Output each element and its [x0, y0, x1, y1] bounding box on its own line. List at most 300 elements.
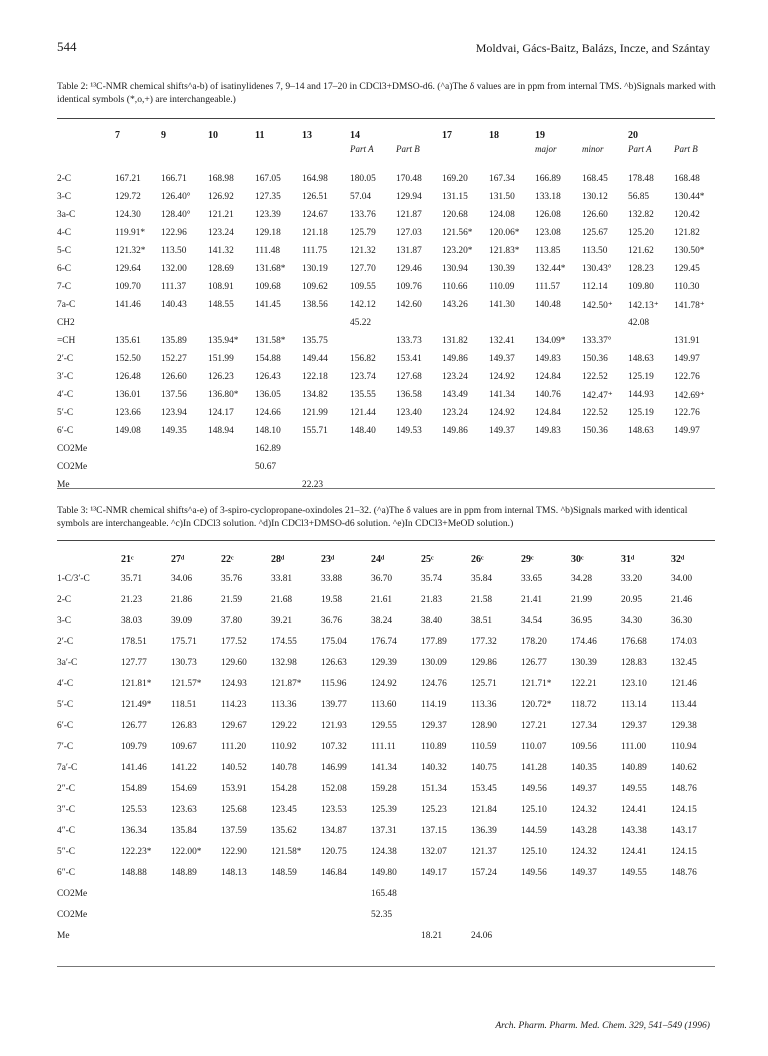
shift-value: 34.06 [171, 573, 193, 584]
shift-value: 154.69 [171, 783, 197, 794]
shift-value: 140.35 [571, 762, 597, 773]
shift-value: 123.24 [442, 408, 468, 418]
shift-value [668, 440, 715, 458]
table-row [57, 799, 715, 820]
shift-value: 149.80 [371, 867, 397, 878]
shift-value [565, 883, 615, 904]
shift-value: 110.09 [489, 282, 515, 292]
row-label: 2′-C [57, 636, 74, 647]
shift-value: 118.72 [571, 699, 597, 710]
shift-value: 146.84 [321, 867, 347, 878]
column-header: 13 [302, 129, 312, 141]
shift-value: 35.84 [471, 573, 493, 584]
shift-value: 122.90 [221, 846, 247, 857]
shift-value: 129.38 [671, 720, 697, 731]
shift-value: 21.46 [671, 594, 693, 605]
shift-value: 123.45 [271, 804, 297, 815]
table-row [57, 458, 715, 476]
shift-value [344, 458, 390, 476]
shift-value: 131.91 [674, 336, 700, 346]
shift-value: 34.28 [571, 573, 593, 584]
shift-value: 133.37° [582, 336, 612, 346]
column-header: 11 [255, 129, 265, 141]
row-label: 2′-C [57, 354, 74, 364]
shift-value [415, 883, 465, 904]
table2-bottom-rule [57, 488, 715, 489]
shift-value [483, 440, 529, 458]
shift-value: 135.61 [115, 336, 141, 346]
shift-value: 178.48 [628, 174, 654, 184]
shift-value: 111.48 [255, 246, 281, 256]
column-header: 24ᵈ [371, 553, 385, 565]
shift-value: 149.86 [442, 354, 468, 364]
shift-value: 135.89 [161, 336, 187, 346]
shift-value [215, 904, 265, 925]
shift-value [315, 883, 365, 904]
shift-value: 140.89 [621, 762, 647, 773]
shift-value [483, 458, 529, 476]
shift-value [665, 925, 715, 946]
shift-value: 122.21 [571, 678, 597, 689]
shift-value: 129.94 [396, 192, 422, 202]
shift-value: 169.20 [442, 174, 468, 184]
shift-value: 130.12 [582, 192, 608, 202]
shift-value: 154.88 [255, 354, 281, 364]
shift-value: 109.68 [255, 282, 281, 292]
shift-value [155, 314, 202, 332]
shift-value: 129.18 [255, 228, 281, 238]
shift-value: 124.32 [571, 846, 597, 857]
column-header: 26ᶜ [471, 553, 484, 565]
shift-value: 176.74 [371, 636, 397, 647]
shift-value: 129.64 [115, 264, 141, 274]
shift-value: 140.76 [535, 390, 561, 400]
shift-value: 140.78 [271, 762, 297, 773]
shift-value: 121.44 [350, 408, 376, 418]
shift-value: 132.07 [421, 846, 447, 857]
shift-value [109, 314, 155, 332]
shift-value: 148.76 [671, 867, 697, 878]
shift-value [390, 314, 436, 332]
shift-value: 18.21 [421, 930, 443, 941]
shift-value: 121.37 [471, 846, 497, 857]
row-label: CO2Me [57, 444, 88, 454]
shift-value: 125.39 [371, 804, 397, 815]
shift-value: 141.45 [255, 300, 281, 310]
shift-value: 113.44 [671, 699, 697, 710]
shift-value [622, 476, 668, 494]
shift-value: 134.87 [321, 825, 347, 836]
column-subheader: minor [582, 144, 604, 154]
row-label: 7a-C [57, 300, 76, 310]
shift-value: 141.30 [489, 300, 515, 310]
table-row [57, 206, 715, 224]
shift-value: 125.79 [350, 228, 376, 238]
shift-value: 52.35 [371, 909, 393, 920]
shift-value [515, 904, 565, 925]
shift-value: 144.93 [628, 390, 654, 400]
shift-value [622, 458, 668, 476]
table-row [57, 422, 715, 440]
row-label: 2-C [57, 594, 72, 605]
shift-value: 168.45 [582, 174, 608, 184]
table2 [57, 126, 715, 494]
shift-value: 124.41 [621, 804, 647, 815]
shift-value: 35.74 [421, 573, 443, 584]
shift-value: 115.96 [321, 678, 347, 689]
shift-value: 140.62 [671, 762, 697, 773]
shift-value: 111.75 [302, 246, 328, 256]
shift-value: 123.66 [115, 408, 141, 418]
shift-value: 125.53 [121, 804, 147, 815]
row-label: 3a′-C [57, 657, 78, 668]
shift-value: 143.17 [671, 825, 697, 836]
shift-value: 123.10 [621, 678, 647, 689]
shift-value: 129.22 [271, 720, 297, 731]
shift-value: 142.69⁺ [674, 390, 705, 401]
shift-value: 134.82 [302, 390, 328, 400]
shift-value [165, 904, 215, 925]
shift-value: 129.37 [621, 720, 647, 731]
column-header [668, 126, 715, 144]
shift-value: 121.87* [271, 678, 302, 689]
column-header: 18 [489, 129, 499, 141]
table-row [57, 386, 715, 404]
shift-value: 129.37 [421, 720, 447, 731]
shift-value: 149.35 [161, 426, 187, 436]
table-row [57, 314, 715, 332]
shift-value [615, 904, 665, 925]
shift-value: 149.55 [621, 867, 647, 878]
row-label: 4″-C [57, 825, 75, 836]
shift-value: 175.71 [171, 636, 197, 647]
shift-value: 21.41 [521, 594, 543, 605]
shift-value: 21.68 [271, 594, 293, 605]
shift-value: 121.83* [489, 246, 520, 256]
shift-value: 142.50⁺ [582, 300, 613, 311]
column-subheader [155, 144, 202, 170]
shift-value: 149.97 [674, 354, 700, 364]
shift-value: 121.32* [115, 246, 146, 256]
shift-value: 121.62 [628, 246, 654, 256]
row-label: 6′-C [57, 720, 74, 731]
shift-value: 120.06* [489, 228, 520, 238]
shift-value: 136.01 [115, 390, 141, 400]
shift-value: 149.56 [521, 783, 547, 794]
shift-value: 152.50 [115, 354, 141, 364]
shift-value: 42.08 [628, 318, 650, 328]
shift-value: 124.15 [671, 804, 697, 815]
shift-value [529, 440, 576, 458]
shift-value: 122.76 [674, 372, 700, 382]
shift-value: 122.18 [302, 372, 328, 382]
shift-value: 123.24 [208, 228, 234, 238]
row-label: 2″-C [57, 783, 75, 794]
row-label: 3a-C [57, 210, 76, 220]
shift-value: 124.93 [221, 678, 247, 689]
shift-value: 125.67 [582, 228, 608, 238]
shift-value: 151.99 [208, 354, 234, 364]
shift-value: 149.83 [535, 354, 561, 364]
shift-value [436, 458, 483, 476]
shift-value: 124.84 [535, 372, 561, 382]
shift-value [483, 314, 529, 332]
shift-value: 168.98 [208, 174, 234, 184]
shift-value: 177.89 [421, 636, 447, 647]
shift-value: 126.83 [171, 720, 197, 731]
shift-value: 177.52 [221, 636, 247, 647]
shift-value: 129.39 [371, 657, 397, 668]
shift-value: 127.77 [121, 657, 147, 668]
shift-value: 113.60 [371, 699, 397, 710]
shift-value: 108.91 [208, 282, 234, 292]
table-row [57, 841, 715, 862]
shift-value: 143.38 [621, 825, 647, 836]
shift-value [465, 883, 515, 904]
shift-value: 131.68* [255, 264, 286, 274]
shift-value: 39.09 [171, 615, 193, 626]
shift-value: 124.32 [571, 804, 597, 815]
shift-value [529, 314, 576, 332]
shift-value: 154.89 [121, 783, 147, 794]
shift-value: 35.76 [221, 573, 243, 584]
shift-value: 175.04 [321, 636, 347, 647]
row-label: 5-C [57, 246, 72, 256]
shift-value: 126.23 [208, 372, 234, 382]
shift-value: 164.98 [302, 174, 328, 184]
shift-value: 149.37 [571, 783, 597, 794]
column-header: 17 [442, 129, 452, 141]
shift-value: 124.41 [621, 846, 647, 857]
shift-value: 135.55 [350, 390, 376, 400]
running-head: Moldvai, Gács-Baitz, Balázs, Incze, and Szántay [475, 41, 710, 55]
shift-value [296, 440, 344, 458]
shift-value [202, 314, 249, 332]
shift-value: 113.50 [161, 246, 187, 256]
shift-value [296, 314, 344, 332]
table-row [57, 368, 715, 386]
shift-value: 109.79 [121, 741, 147, 752]
shift-value: 131.15 [442, 192, 468, 202]
shift-value: 136.39 [471, 825, 497, 836]
shift-value: 174.55 [271, 636, 297, 647]
table-row [57, 589, 715, 610]
shift-value: 142.47⁺ [582, 390, 613, 401]
shift-value: 110.30 [674, 282, 700, 292]
shift-value: 156.82 [350, 354, 376, 364]
shift-value: 137.56 [161, 390, 187, 400]
page-number: 544 [57, 39, 77, 54]
shift-value [668, 476, 715, 494]
row-label: 4′-C [57, 390, 74, 400]
shift-value [315, 904, 365, 925]
shift-value: 174.03 [671, 636, 697, 647]
shift-value: 135.75 [302, 336, 328, 346]
shift-value: 126.43 [255, 372, 281, 382]
shift-value: 126.63 [321, 657, 347, 668]
journal-footer: Arch. Pharm. Pharm. Med. Chem. 329, 541–549 (1996) [495, 1020, 710, 1031]
shift-value: 132.98 [271, 657, 297, 668]
shift-value: 131.58* [255, 336, 286, 346]
header-row [57, 550, 715, 568]
shift-value: 21.86 [171, 594, 193, 605]
shift-value: 124.92 [371, 678, 397, 689]
shift-value [565, 904, 615, 925]
shift-value: 21.83 [421, 594, 443, 605]
shift-value: 132.45 [671, 657, 697, 668]
shift-value: 121.71* [521, 678, 552, 689]
table3-bottom-rule [57, 966, 715, 967]
table-row [57, 610, 715, 631]
shift-value: 144.59 [521, 825, 547, 836]
shift-value: 149.56 [521, 867, 547, 878]
column-subheader [436, 144, 483, 170]
shift-value: 37.80 [221, 615, 243, 626]
shift-value: 122.52 [582, 408, 608, 418]
shift-value: 126.92 [208, 192, 234, 202]
shift-value: 141.32 [208, 246, 234, 256]
shift-value: 119.91* [115, 228, 146, 238]
shift-value: 124.76 [421, 678, 447, 689]
shift-value: 150.36 [582, 354, 608, 364]
column-header: 7 [115, 129, 120, 141]
shift-value: 38.40 [421, 615, 443, 626]
shift-value [576, 314, 622, 332]
shift-value: 21.61 [371, 594, 393, 605]
column-header: 10 [208, 129, 218, 141]
shift-value [615, 925, 665, 946]
shift-value: 148.59 [271, 867, 297, 878]
column-subheader [202, 144, 249, 170]
shift-value: 142.12 [350, 300, 376, 310]
shift-value: 141.46 [115, 300, 141, 310]
shift-value [165, 883, 215, 904]
table-row [57, 404, 715, 422]
shift-value: 123.53 [321, 804, 347, 815]
table-row [57, 778, 715, 799]
shift-value: 121.18 [302, 228, 328, 238]
shift-value [344, 440, 390, 458]
shift-value: 122.23* [121, 846, 152, 857]
shift-value: 136.34 [121, 825, 147, 836]
shift-value [365, 925, 415, 946]
table-row [57, 242, 715, 260]
shift-value [576, 440, 622, 458]
shift-value [109, 440, 155, 458]
shift-value: 165.48 [371, 888, 397, 899]
shift-value: 109.80 [628, 282, 654, 292]
shift-value: 148.63 [628, 426, 654, 436]
row-label: 5′-C [57, 408, 74, 418]
shift-value: 125.19 [628, 372, 654, 382]
shift-value: 125.19 [628, 408, 654, 418]
column-subheader [57, 144, 109, 170]
table-row [57, 694, 715, 715]
shift-value: 121.99 [302, 408, 328, 418]
shift-value: 33.65 [521, 573, 543, 584]
row-label: Me [57, 930, 70, 941]
shift-value: 131.50 [489, 192, 515, 202]
shift-value: 149.53 [396, 426, 422, 436]
shift-value: 140.43 [161, 300, 187, 310]
shift-value: 148.55 [208, 300, 234, 310]
shift-value: 124.15 [671, 846, 697, 857]
shift-value: 110.66 [442, 282, 468, 292]
row-label: CO2Me [57, 462, 88, 472]
shift-value: 109.56 [571, 741, 597, 752]
table-row [57, 883, 715, 904]
shift-value: 113.36 [471, 699, 497, 710]
shift-value: 142.60 [396, 300, 422, 310]
shift-value: 36.95 [571, 615, 593, 626]
shift-value: 35.71 [121, 573, 143, 584]
shift-value: 148.63 [628, 354, 654, 364]
table-row [57, 568, 715, 589]
shift-value: 39.21 [271, 615, 293, 626]
shift-value: 149.37 [489, 354, 515, 364]
shift-value: 154.28 [271, 783, 297, 794]
shift-value: 130.43° [582, 264, 612, 274]
shift-value: 38.03 [121, 615, 143, 626]
shift-value: 109.55 [350, 282, 376, 292]
shift-value: 133.76 [350, 210, 376, 220]
shift-value: 137.31 [371, 825, 397, 836]
shift-value [265, 904, 315, 925]
row-label: 6″-C [57, 867, 75, 878]
shift-value: 135.62 [271, 825, 297, 836]
shift-value: 126.40° [161, 192, 191, 202]
shift-value: 125.23 [421, 804, 447, 815]
shift-value: 141.34 [489, 390, 515, 400]
shift-value: 121.87 [396, 210, 422, 220]
shift-value [215, 883, 265, 904]
column-subheader: Part B [674, 144, 698, 154]
table3-caption: Table 3: ¹³C-NMR chemical shifts^a-e) of 3-spiro-cyclopropane-oxindoles 21–32. (^a)The δ values are in ppm from internal TMS. ^b)Signals marked with identical symbols are interchangeable. ^c)In CDCl3 solution. ^d)In CDCl3+DMSO-d6 solution. ^e)In CDCl3+MeOD solution.) [57, 505, 688, 529]
row-label: 7a′-C [57, 762, 78, 773]
shift-value [155, 476, 202, 494]
shift-value: 151.34 [421, 783, 447, 794]
table-row [57, 224, 715, 242]
column-header: 29ᶜ [521, 553, 534, 565]
shift-value [483, 476, 529, 494]
shift-value: 127.70 [350, 264, 376, 274]
shift-value: 148.89 [171, 867, 197, 878]
shift-value [344, 332, 390, 350]
table-row [57, 820, 715, 841]
row-label: 3-C [57, 615, 72, 626]
row-label: =CH [57, 336, 76, 346]
shift-value [344, 476, 390, 494]
column-subheader [249, 144, 296, 170]
shift-value: 140.52 [221, 762, 247, 773]
table-row [57, 476, 715, 494]
shift-value: 21.99 [571, 594, 593, 605]
shift-value: 133.18 [535, 192, 561, 202]
shift-value [465, 904, 515, 925]
shift-value: 121.46 [671, 678, 697, 689]
shift-value: 133.73 [396, 336, 422, 346]
column-header: 23ᵈ [321, 553, 335, 565]
shift-value: 126.77 [121, 720, 147, 731]
shift-value [202, 476, 249, 494]
shift-value [565, 925, 615, 946]
table-row [57, 332, 715, 350]
shift-value: 125.20 [628, 228, 654, 238]
shift-value [249, 314, 296, 332]
shift-value: 149.37 [489, 426, 515, 436]
shift-value: 148.10 [255, 426, 281, 436]
shift-value: 109.70 [115, 282, 141, 292]
